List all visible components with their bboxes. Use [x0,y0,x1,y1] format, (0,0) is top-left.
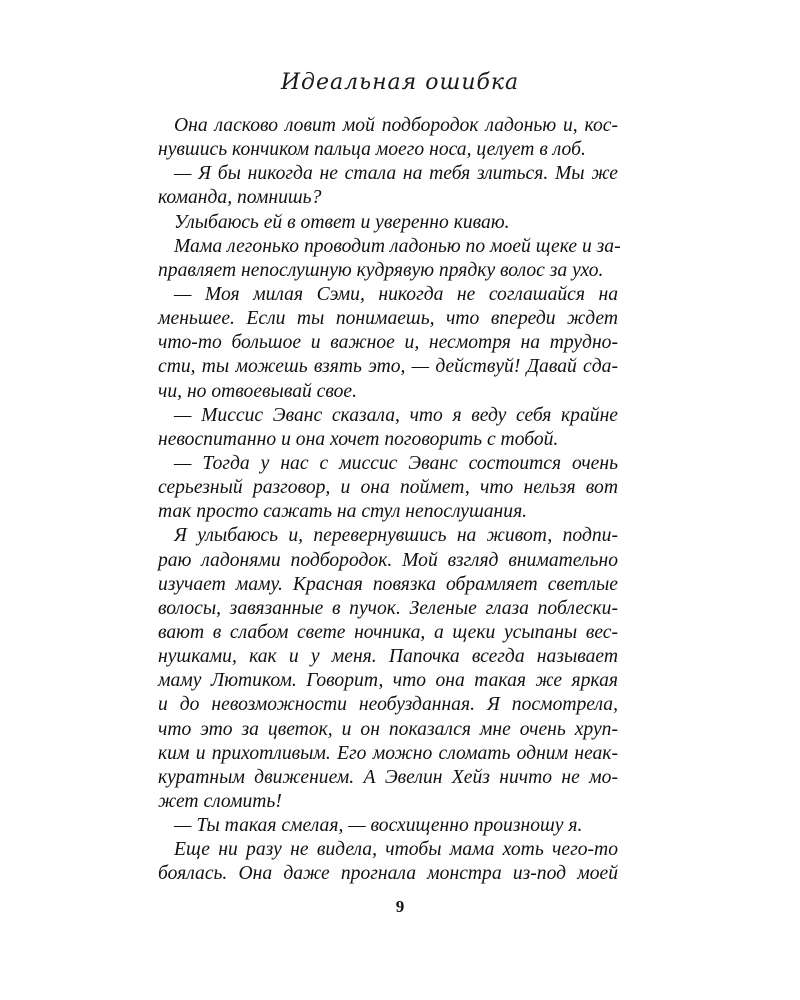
text-line: боялась. Она даже прогнала монстра из-под моей [158,863,618,885]
text-line: нушками, как и у меня. Папочка всегда называет [158,646,618,668]
text-line: меньшее. Если ты понимаешь, что впереди ждет [158,308,618,330]
text-line: Мама легонько проводит ладонью по моей щеке и за- [174,235,621,257]
text-line: — Моя милая Сэми, никогда не соглашайся на [174,283,618,305]
text-line: команда, помнишь? [158,187,322,209]
text-line: Улыбаюсь ей в ответ и уверенно киваю. [174,211,510,233]
text-line: — Тогда у нас с миссис Эванс состоится очень [174,452,618,474]
text-line: невоспитанно и она хочет поговорить с тобой. [158,428,559,450]
text-line: серьезный разговор, и она поймет, что нельзя вот [158,477,618,499]
text-line: ким и прихотливым. Его можно сломать одним неак- [158,742,618,764]
text-line: чи, но отвоевывай свое. [158,380,358,402]
text-line: что это за цветок, и он показался мне очень хруп- [158,718,618,740]
text-line: Еще ни разу не видела, чтобы мама хоть чего-то [174,839,618,861]
text-line: — Миссис Эванс сказала, что я веду себя крайне [174,404,618,426]
text-line: так просто сажать на стул непослушания. [158,501,528,523]
text-line: — Я бы никогда не стала на тебя злиться. Мы же [174,163,618,185]
text-line: жет сломить! [158,790,282,812]
text-line: изучает маму. Красная повязка обрамляет светлые [158,573,618,595]
text-line: и до невозможности необузданная. Я посмотрела, [158,694,618,716]
text-line: Я улыбаюсь и, перевернувшись на живот, подпи- [174,525,618,547]
page-number: 9 [395,897,405,916]
text-line: маму Лютиком. Говорит, что она такая же яркая [158,670,618,692]
text-line: — Ты такая смелая, — восхищенно произношу я. [174,815,583,837]
text-line: волосы, завязанные в пучок. Зеленые глаза поблески- [158,597,618,619]
running-title: Идеальная ошибка [280,70,520,95]
body-text [158,114,621,887]
text-line: Она ласково ловит мой подбородок ладонью и, кос- [174,115,618,136]
text-line: нувшись кончиком пальца моего носа, целует в лоб. [158,139,586,161]
text-line: правляет непослушную кудрявую прядку волос за ухо. [158,259,604,281]
text-line: что-то большое и важное и, несмотря на трудно- [158,332,618,354]
text-line: сти, ты можешь взять это, — действуй! Давай сда- [158,356,618,378]
text-line: раю ладонями подбородок. Мой взгляд внимательно [158,549,618,571]
text-line: куратным движением. А Эвелин Хейз ничто не мо- [158,766,618,788]
text-line: вают в слабом свете ночника, а щеки усыпаны вес- [158,621,618,643]
